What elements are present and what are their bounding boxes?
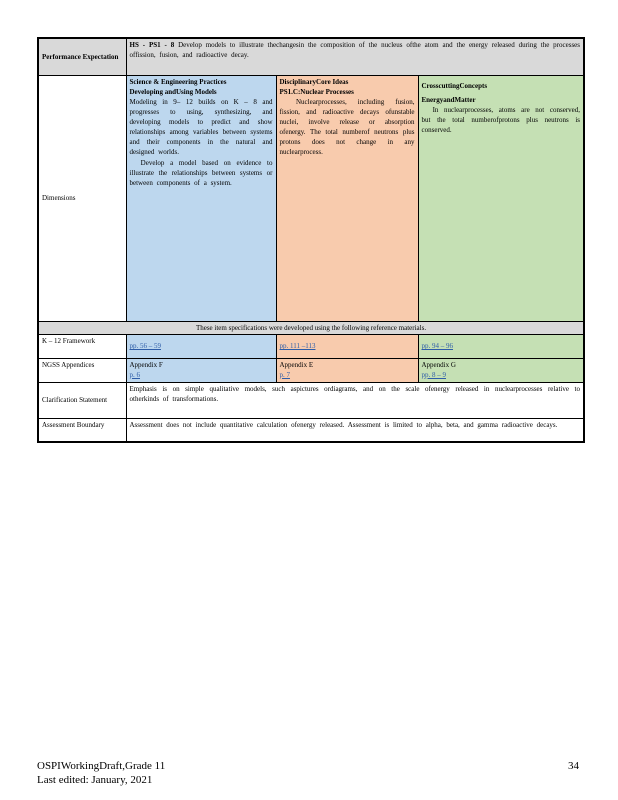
framework-label: K – 12 Framework (38, 334, 126, 358)
ngss-dci-cell (276, 358, 418, 382)
dimensions-label: Dimensions (38, 75, 126, 321)
framework-dci-link[interactable]: pp. 111 –113 (279, 342, 316, 351)
sep-bullet: Develop a model based on evidence to illustrate the relationships between systems or between components of a system. (129, 158, 273, 187)
ngss-dci-title: Appendix E (279, 360, 314, 369)
dci-cell (276, 75, 418, 321)
performance-expectation-code: HS - PS1 - 8 (129, 41, 175, 49)
framework-ccc-link[interactable]: pp. 94 – 96 (421, 342, 453, 351)
dimensions-row (38, 75, 584, 321)
sep-heading: Science & Engineering Practices (129, 77, 227, 86)
sep-text: Modeling in 9– 12 builds on K – 8 and progresses to using, synthesizing, and developing models to predict and show relationships among variables between systems and their components in the natural and designed worlds. (129, 97, 273, 157)
reference-materials-note: These item specifications were developed using the following reference materials. (38, 321, 584, 334)
ngss-ccc-page-link[interactable]: pp. 8 – 9 (421, 370, 446, 379)
footer-edited-line: Last edited: January, 2021 (37, 773, 153, 786)
ccc-heading: CrosscuttingConcepts (421, 81, 488, 90)
framework-row (38, 334, 584, 358)
ngss-sep-cell (126, 358, 276, 382)
ngss-sep-title: Appendix F (129, 360, 163, 369)
sep-cell (126, 75, 276, 321)
clarification-text: Emphasis is on simple qualitative models, such aspictures ordiagrams, and on the scale ofenergy released in nuclearprocesses relative to otherkinds of transformations. (126, 382, 584, 418)
ccc-subheading: EnergyandMatter (421, 95, 476, 104)
ngss-ccc-title: Appendix G (421, 360, 456, 369)
assessment-boundary-label: Assessment Boundary (38, 418, 126, 442)
ngss-label: NGSS Appendices (38, 358, 126, 382)
ngss-sep-page-link[interactable]: p. 6 (129, 370, 140, 379)
reference-materials-row (38, 321, 584, 334)
performance-expectation-row (38, 38, 584, 75)
page-number: 34 (568, 760, 579, 772)
framework-sep-cell (126, 334, 276, 358)
assessment-boundary-row (38, 418, 584, 442)
item-specification-table (37, 37, 585, 443)
page-footer (37, 760, 165, 788)
performance-expectation-cell (126, 38, 584, 75)
ngss-ccc-cell (418, 358, 584, 382)
sep-subheading: Developing andUsing Models (129, 87, 217, 96)
dci-heading: DisciplinaryCore Ideas (279, 77, 349, 86)
footer-draft-line: OSPIWorkingDraft,Grade 11 (37, 760, 166, 772)
clarification-row (38, 382, 584, 418)
assessment-boundary-text: Assessment does not include quantitative calculation ofenergy released. Assessment is limited to alpha, beta, and gamma radioactive decays. (126, 418, 584, 442)
performance-expectation-label: Performance Expectation (38, 38, 126, 75)
ngss-row (38, 358, 584, 382)
dci-bullet: Nuclearprocesses, including fusion, fission, and radioactive decays ofunstable nuclei, involve release or absorption ofenergy. The total numberof neutrons plus protons does not change in any nuclearprocess. (279, 97, 415, 147)
framework-ccc-cell (418, 334, 584, 358)
clarification-label: Clarification Statement (38, 382, 126, 418)
ccc-cell (418, 75, 584, 321)
ngss-dci-page-link[interactable]: p. 7 (279, 370, 290, 379)
dci-subheading: PS1.C:Nuclear Processes (279, 87, 354, 96)
performance-expectation-text: Develop models to illustrate thechangesin the composition of the nucleus ofthe atom and the energy released during the processes offission, fusion, and radioactive decay. (129, 41, 581, 60)
framework-sep-link[interactable]: pp. 56 – 59 (129, 342, 161, 351)
framework-dci-cell (276, 334, 418, 358)
ccc-bullet: In nuclearprocesses, atoms are not conserved, but the total numberofprotons plus neutrons is conserved. (421, 105, 581, 135)
